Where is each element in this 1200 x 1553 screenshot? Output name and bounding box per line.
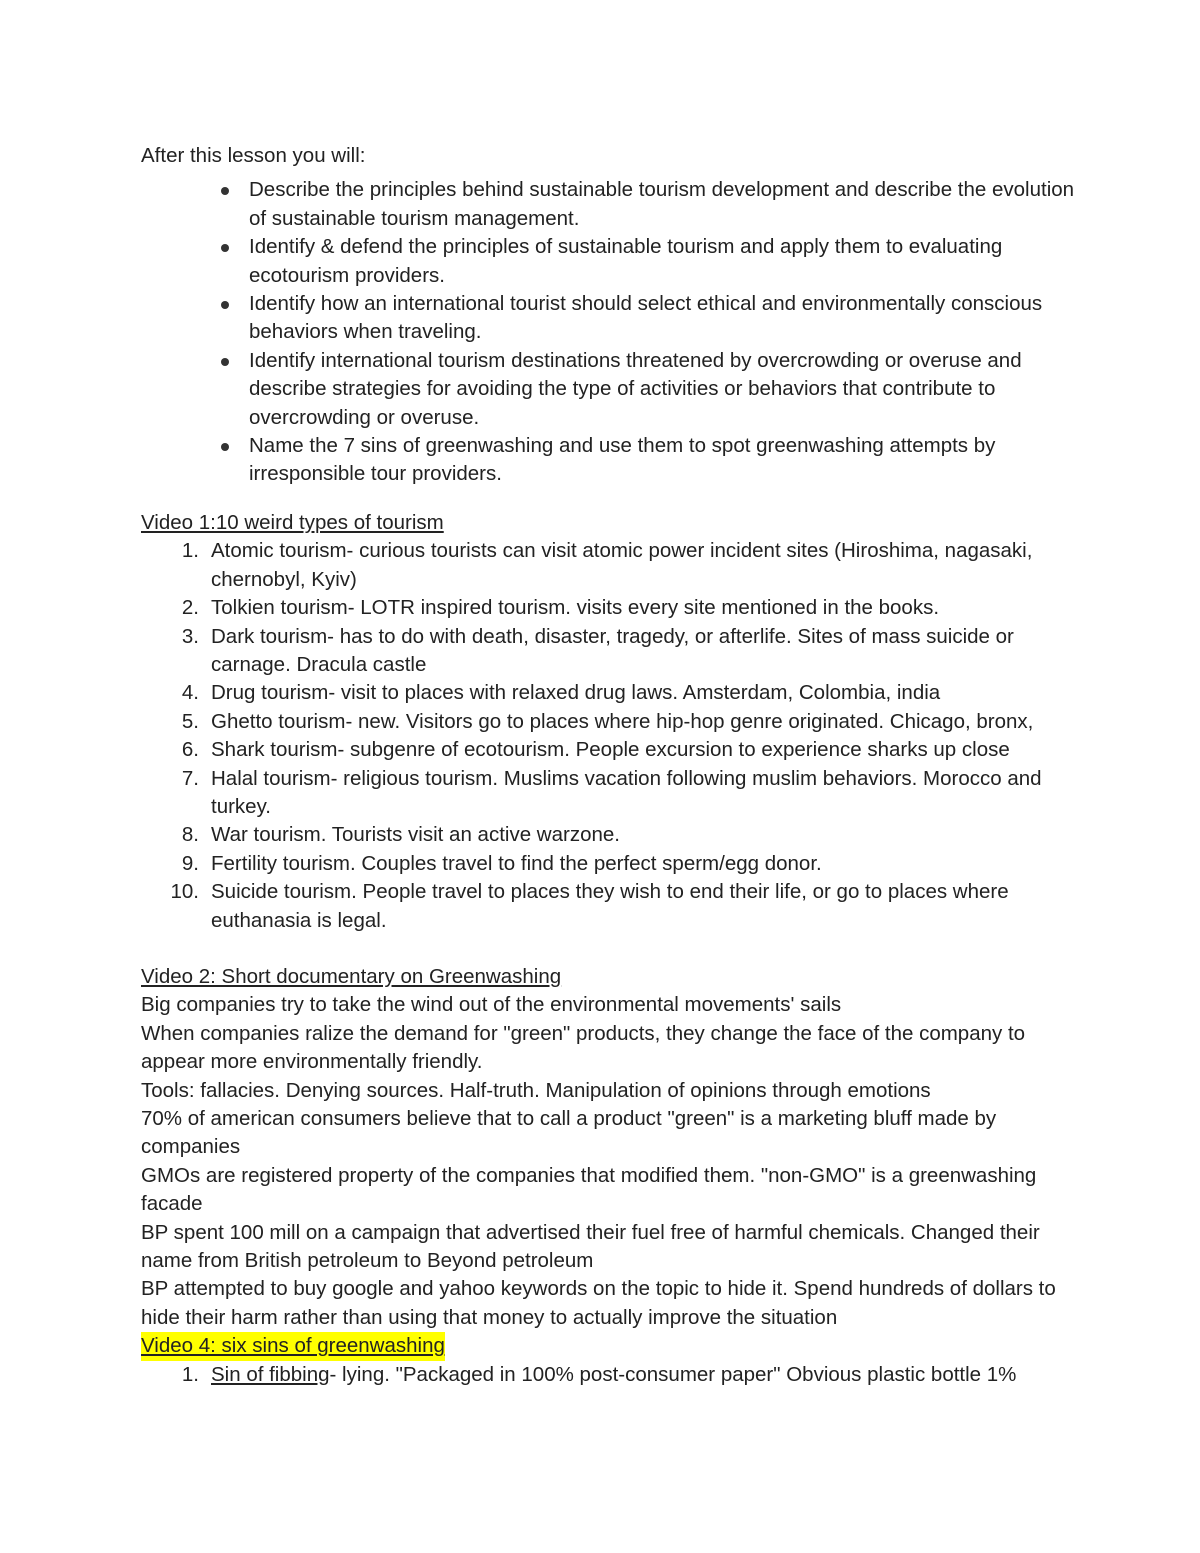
paragraph: 70% of american consumers believe that to call a product "green" is a marketing bluff made by companies <box>141 1107 997 1159</box>
video1-heading: Video 1:10 weird types of tourism <box>141 510 444 534</box>
intro-text: After this lesson you will: <box>141 144 366 167</box>
paragraph: Tools: fallacies. Denying sources. Half-truth. Manipulation of opinions through emotions <box>141 1078 931 1102</box>
list-item: 2. Tolkien tourism- LOTR inspired tourism. visits every site mentioned in the books. <box>181 596 940 620</box>
greenwashing-sins-list <box>141 1361 1090 1389</box>
objective-item: Identify how an international tourist should select ethical and environmentally conscious behaviors when traveling. <box>141 290 1090 347</box>
list-item: 1. Sin of fibbing- lying. "Packaged in 100% post-consumer paper" Obvious plastic bottle 1% <box>181 1362 1017 1386</box>
paragraph: BP attempted to buy google and yahoo keywords on the topic to hide it. Spend hundreds of dollars to hide their harm rather than using that money to actually improve the situation <box>141 1277 1056 1329</box>
list-item: 4. Drug tourism- visit to places with relaxed drug laws. Amsterdam, Colombia, india <box>181 681 941 705</box>
paragraph: GMOs are registered property of the companies that modified them. "non-GMO" is a greenwashing facade <box>141 1163 1037 1216</box>
paragraph: BP spent 100 mill on a campaign that advertised their fuel free of harmful chemicals. Changed their name from British petroleum to Beyond petroleum <box>141 1220 1040 1273</box>
list-item: 10. Suicide tourism. People travel to places they wish to end their life, or go to places where euthanasia is legal. <box>170 880 1009 932</box>
sin-term: Sin of fibbing <box>211 1362 330 1386</box>
paragraph: When companies ralize the demand for "green" products, they change the face of the company to appear more environmentally friendly. <box>141 1021 1026 1074</box>
list-item: 7. Halal tourism- religious tourism. Muslims vacation following muslim behaviors. Morocco and turkey. <box>181 766 1042 818</box>
bullet-icon <box>221 358 229 366</box>
objective-item: Describe the principles behind sustainable tourism development and describe the evolution of sustainable tourism management. <box>141 176 1090 233</box>
list-item: 5. Ghetto tourism- new. Visitors go to places where hip-hop genre originated. Chicago, bronx, <box>181 709 1034 733</box>
video4-heading: Video 4: six sins of greenwashing <box>141 1332 445 1360</box>
paragraph: Big companies try to take the wind out of the environmental movements' sails <box>141 993 842 1017</box>
list-item: 8. War tourism. Tourists visit an active warzone. <box>181 823 620 847</box>
bullet-icon <box>221 443 229 451</box>
list-item: 6. Shark tourism- subgenre of ecotourism. People excursion to experience sharks up close <box>181 738 1010 762</box>
video2-heading: Video 2: Short documentary on Greenwashing <box>141 964 562 988</box>
list-item: 3. Dark tourism- has to do with death, disaster, tragedy, or afterlife. Sites of mass suicide or carnage. Dracula castle <box>181 624 1014 676</box>
weird-tourism-list <box>141 537 1090 935</box>
objective-item: Name the 7 sins of greenwashing and use them to spot greenwashing attempts by irresponsible tour providers. <box>141 432 1090 489</box>
objective-item: Identify & defend the principles of sustainable tourism and apply them to evaluating ecotourism providers. <box>141 233 1090 290</box>
objectives-list <box>141 176 1090 488</box>
list-item: 9. Fertility tourism. Couples travel to find the perfect sperm/egg donor. <box>181 851 822 875</box>
spacer <box>141 935 1090 963</box>
bullet-icon <box>221 187 229 195</box>
bullet-icon <box>221 244 229 252</box>
objective-item: Identify international tourism destinations threatened by overcrowding or overuse and describe strategies for avoiding the type of activities or behaviors that contribute to overcrowding or overuse. <box>141 347 1090 432</box>
bullet-icon <box>221 301 229 309</box>
list-item: 1. Atomic tourism- curious tourists can visit atomic power incident sites (Hiroshima, nagasaki, chernobyl, Kyiv) <box>181 539 1033 591</box>
